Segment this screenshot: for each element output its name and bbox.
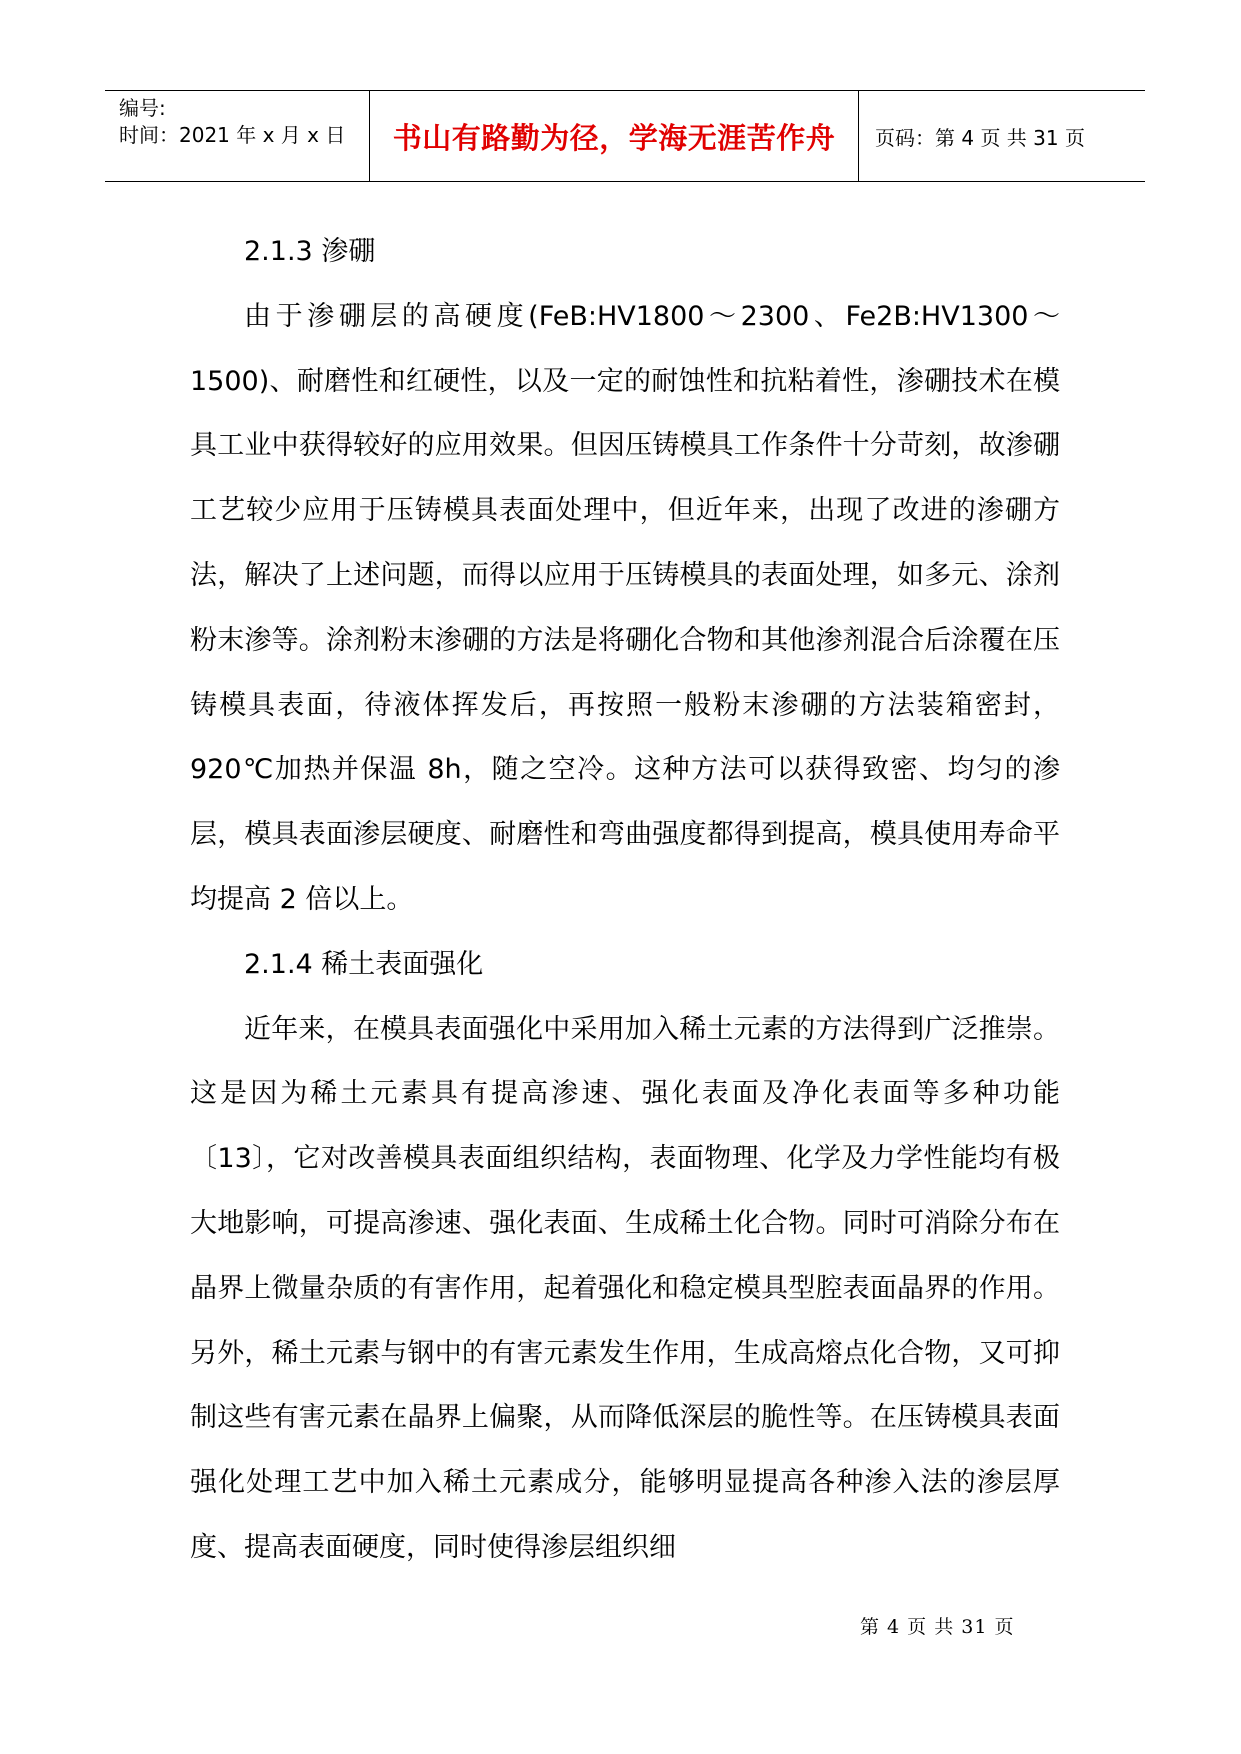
header-meta xyxy=(119,91,369,181)
paragraph-rare-earth: 近年来，在模具表面强化中采用加入稀土元素的方法得到广泛推崇。这是因为稀土元素具有提高渗速、强化表面及净化表面等多种功能〔13〕，它对改善模具表面组织结构，表面物理、化学及力学性能均有极大地影响，可提高渗速、强化表面、生成稀土化合物。同时可消除分布在晶界上微量杂质的有害作用，起着强化和稳定模具型腔表面晶界的作用。另外，稀土元素与钢中的有害元素发生作用，生成高熔点化合物，又可抑制这些有害元素在晶界上偏聚，从而降低深层的脆性等。在压铸模具表面强化处理工艺中加入稀土元素成分，能够明显提高各种渗入法的渗层厚度、提高表面硬度，同时使得渗层组织细 xyxy=(190,1013,1060,1563)
document-number-label: 编号: xyxy=(119,96,166,120)
header-motto: 书山有路勤为径，学海无涯苦作舟 xyxy=(392,120,836,155)
page-header xyxy=(105,90,1145,182)
header-divider-right xyxy=(858,91,859,181)
section-heading-2-1-3: 2.1.3 渗硼 xyxy=(244,236,376,267)
header-divider-left xyxy=(369,91,370,181)
document-body xyxy=(190,220,1060,1581)
page-footer: 第 4 页 共 31 页 xyxy=(860,1616,1015,1638)
section-heading-2-1-4: 2.1.4 稀土表面强化 xyxy=(244,948,484,980)
header-page-number: 页码：第 4 页 共 31 页 xyxy=(875,125,1085,150)
document-time-label: 时间：2021 年 x 月 x 日 xyxy=(119,123,346,147)
paragraph-boronizing: 由于渗硼层的高硬度(FeB:HV1800～2300、Fe2B:HV1300～1500)、耐磨性和红硬性，以及一定的耐蚀性和抗粘着性，渗硼技术在模具工业中获得较好的应用效果。但因压铸模具工作条件十分苛刻，故渗硼工艺较少应用于压铸模具表面处理中，但近年来，出现了改进的渗硼方法，解决了上述问题，而得以应用于压铸模具的表面处理，如多元、涂剂粉末渗等。涂剂粉末渗硼的方法是将硼化合物和其他渗剂混合后涂覆在压铸模具表面，待液体挥发后，再按照一般粉末渗硼的方法装箱密封，920℃加热并保温 8h，随之空冷。这种方法可以获得致密、均匀的渗层，模具表面渗层硬度、耐磨性和弯曲强度都得到提高，模具使用寿命平均提高 2 倍以上。 xyxy=(190,300,1060,915)
